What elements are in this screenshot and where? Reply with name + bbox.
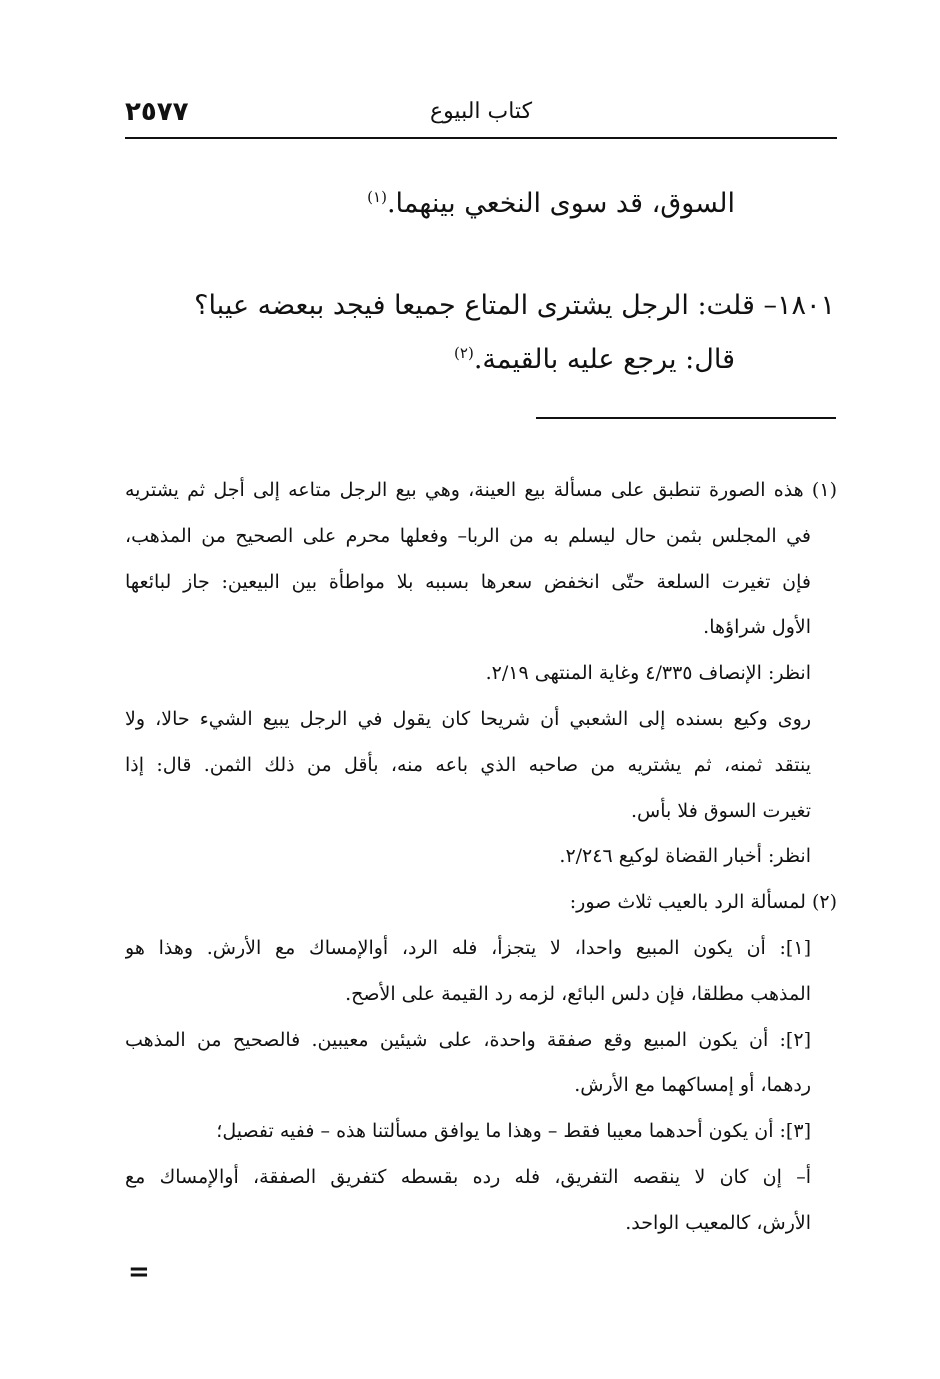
question-text: ١٨٠١– قلت: الرجل يشترى المتاع جميعا فيجد ببعضه عيبا؟ [194, 290, 835, 321]
answer-line [454, 344, 735, 375]
page-header [125, 95, 837, 139]
footnote-line: انظر: أخبار القضاة لوكيع ٢/٢٤٦. [559, 845, 811, 868]
footnote-line: (٢) لمسألة الرد بالعيب ثلاث صور: [569, 891, 837, 914]
main-text: السوق، قد سوى النخعي بينهما. [386, 188, 735, 219]
answer-text: قال: يرجع عليه بالقيمة. [473, 344, 735, 375]
footnote-line: فإن تغيرت السلعة حتّى انخفض سعرها بسببه بلا مواطأة بين البيعين: جاز لبائعها [125, 570, 811, 593]
page-number: ٢٥٧٧ [125, 97, 189, 127]
footnote-line: ينتقد ثمنه، ثم يشتريه من صاحبه الذي باعه منه، بأقل من ذلك الثمن. قال: إذا [125, 753, 811, 776]
question-line [194, 290, 835, 321]
footnote-line: [١]: أن يكون المبيع واحدا، لا يتجزأ، فله الرد، أوالإمساك مع الأرش. وهذا هو [125, 936, 811, 959]
footnote-separator [536, 417, 836, 419]
footnote-line: روى وكيع بسنده إلى الشعبي أن شريحا كان يقول في الرجل يبيع الشيء حالا، ولا [125, 707, 811, 730]
main-text-line [367, 188, 735, 219]
footnote-ref-2: (٢) [454, 344, 474, 362]
footnote-ref-1: (١) [367, 188, 387, 206]
footnote-line: المذهب مطلقا، فإن دلس البائع، لزمه رد القيمة على الأصح. [345, 982, 811, 1005]
footnote-line: انظر: الإنصاف ٤/٣٣٥ وغاية المنتهى ٢/١٩. [485, 662, 811, 685]
footnote-line: [٣]: أن يكون أحدهما معيبا فقط – وهذا ما يوافق مسألتنا هذه – ففيه تفصيل؛ [216, 1120, 811, 1143]
footnote-line: الأرش، كالمعيب الواحد. [625, 1211, 811, 1234]
footnote-line: (١) هذه الصورة تنطبق على مسألة بيع العينة، وهي بيع الرجل متاعه إلى أجل ثم يشتريه [125, 479, 837, 501]
footnote-line: [٢]: أن يكون المبيع وقع صفقة واحدة، على شيئين معيبين. فالصحيح من المذهب [125, 1028, 811, 1051]
footnotes [125, 468, 837, 1247]
footnote-line: الأول شراؤها. [703, 616, 811, 639]
footnote-line: ردهما، أو إمساكهما مع الأرش. [574, 1074, 811, 1097]
running-title: كتاب البيوع [429, 99, 533, 124]
footnote-line: في المجلس بثمن حال ليسلم به من الربا– وفعلها محرم على الصحيح من المذهب، [125, 524, 811, 547]
continuation-mark: = [128, 1257, 150, 1287]
footnote-line: أ– إن كان لا ينقصه التفريق، فله رده بقسطه كتفريق الصفقة، أوالإمساك مع [125, 1165, 811, 1188]
footnote-line: تغيرت السوق فلا بأس. [631, 799, 811, 822]
